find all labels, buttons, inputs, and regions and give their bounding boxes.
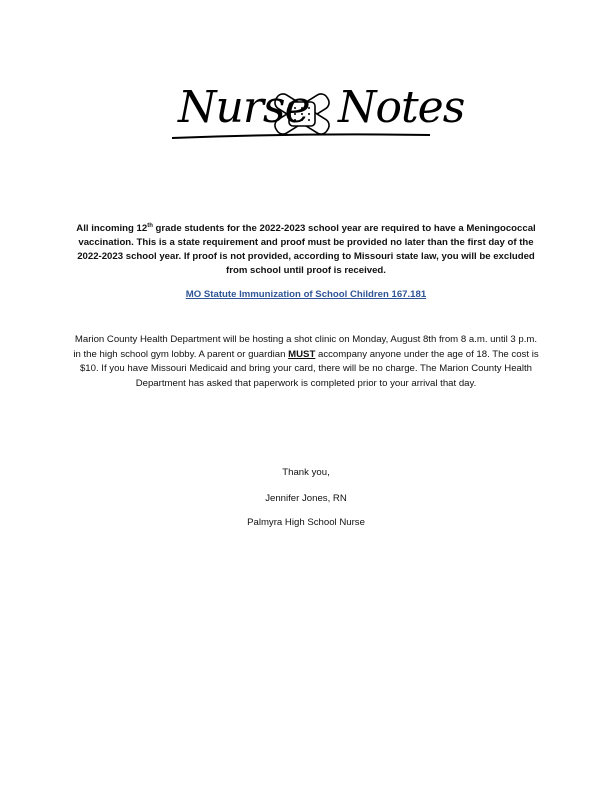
statute-link[interactable]: MO Statute Immunization of School Children 167.181 [185, 289, 427, 300]
closing-text: Thank you, [282, 467, 330, 478]
logo-word-nurse: Nurse [178, 82, 310, 133]
clinic-text-before: Marion County Health Department will be hosting a shot clinic on Monday, August 8th from 8 a.m. until 3 p.m. in the high school gym lobby. A parent or guardian [73, 334, 538, 360]
signature-name: Jennifer Jones, RN [265, 493, 347, 504]
must-emphasis: MUST [288, 348, 316, 360]
notice-superscript: th [147, 222, 153, 229]
clinic-paragraph [70, 333, 542, 391]
nurse-notes-logo [168, 82, 465, 156]
notice-part1: All incoming 12 [76, 223, 148, 234]
clinic-text-after: accompany anyone under the age of 18. The cost is $10. If you have Missouri Medicaid and bring your card, there will be no charge. The Marion County Health Department has asked that paperwork is completed prior to your arrival that day. [79, 348, 539, 389]
signature-title: Palmyra High School Nurse [247, 517, 365, 528]
logo-word-notes: Notes [338, 82, 465, 133]
vaccination-notice [70, 222, 542, 278]
notice-part2: grade students for the 2022-2023 school year are required to have a Meningococcal vaccination. This is a state requirement and proof must be provided no later than the first day of the 2022-2023 school year. If proof is not provided, according to Missouri state law, you will be excluded from school until proof is received. [77, 223, 536, 276]
